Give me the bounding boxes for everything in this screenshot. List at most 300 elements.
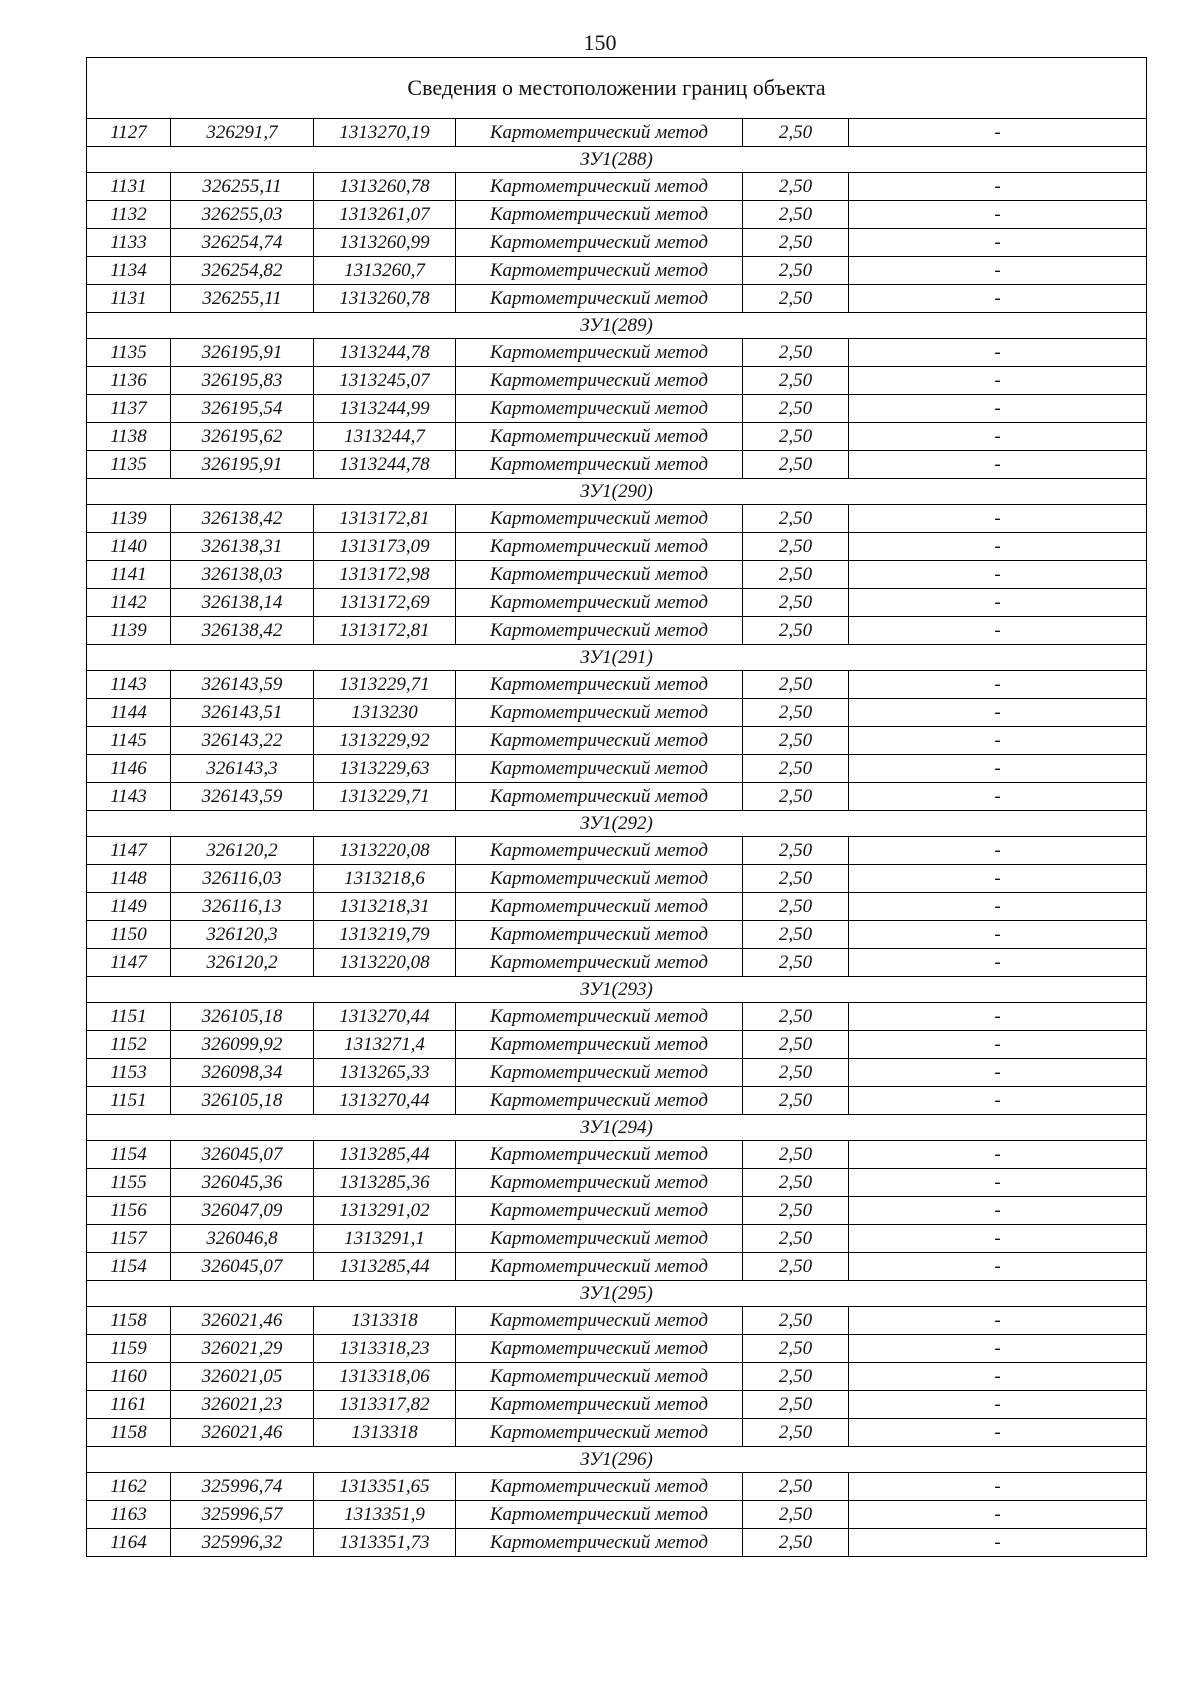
method-cell: Картометрический метод	[456, 921, 743, 949]
coord-x-cell: 326195,91	[171, 339, 314, 367]
point-number-cell: 1146	[87, 755, 171, 783]
coord-y-cell: 1313285,36	[314, 1169, 456, 1197]
section-row	[87, 645, 1147, 671]
coord-x-cell: 326046,8	[171, 1225, 314, 1253]
section-label: ЗУ1(289)	[87, 313, 1147, 339]
coord-y-cell: 1313270,44	[314, 1003, 456, 1031]
method-cell: Картометрический метод	[456, 893, 743, 921]
point-number-cell: 1163	[87, 1501, 171, 1529]
coord-x-cell: 326021,29	[171, 1335, 314, 1363]
coord-x-cell: 326195,62	[171, 423, 314, 451]
method-cell: Картометрический метод	[456, 1169, 743, 1197]
coord-x-cell: 326021,46	[171, 1419, 314, 1447]
note-cell: -	[849, 1501, 1147, 1529]
note-cell: -	[849, 395, 1147, 423]
method-cell: Картометрический метод	[456, 339, 743, 367]
point-number-cell: 1150	[87, 921, 171, 949]
coord-x-cell: 326099,92	[171, 1031, 314, 1059]
table-row	[87, 285, 1147, 313]
point-number-cell: 1131	[87, 173, 171, 201]
coord-x-cell: 326143,3	[171, 755, 314, 783]
coord-y-cell: 1313318,23	[314, 1335, 456, 1363]
accuracy-cell: 2,50	[743, 727, 849, 755]
table-row	[87, 1225, 1147, 1253]
note-cell: -	[849, 1391, 1147, 1419]
coord-y-cell: 1313351,73	[314, 1529, 456, 1557]
accuracy-cell: 2,50	[743, 339, 849, 367]
accuracy-cell: 2,50	[743, 451, 849, 479]
point-number-cell: 1159	[87, 1335, 171, 1363]
table-row	[87, 837, 1147, 865]
section-label: ЗУ1(292)	[87, 811, 1147, 837]
coord-y-cell: 1313271,4	[314, 1031, 456, 1059]
coord-y-cell: 1313245,07	[314, 367, 456, 395]
section-label: ЗУ1(294)	[87, 1115, 1147, 1141]
note-cell: -	[849, 921, 1147, 949]
note-cell: -	[849, 1003, 1147, 1031]
accuracy-cell: 2,50	[743, 173, 849, 201]
section-label: ЗУ1(296)	[87, 1447, 1147, 1473]
coord-y-cell: 1313351,65	[314, 1473, 456, 1501]
coord-y-cell: 1313244,99	[314, 395, 456, 423]
table-row	[87, 1501, 1147, 1529]
method-cell: Картометрический метод	[456, 949, 743, 977]
point-number-cell: 1136	[87, 367, 171, 395]
coord-y-cell: 1313260,7	[314, 257, 456, 285]
point-number-cell: 1143	[87, 783, 171, 811]
accuracy-cell: 2,50	[743, 395, 849, 423]
coord-y-cell: 1313172,69	[314, 589, 456, 617]
coord-y-cell: 1313229,92	[314, 727, 456, 755]
table-row	[87, 1087, 1147, 1115]
coord-y-cell: 1313318	[314, 1307, 456, 1335]
table-row	[87, 1197, 1147, 1225]
method-cell: Картометрический метод	[456, 561, 743, 589]
note-cell: -	[849, 1335, 1147, 1363]
note-cell: -	[849, 505, 1147, 533]
method-cell: Картометрический метод	[456, 423, 743, 451]
coord-y-cell: 1313244,78	[314, 339, 456, 367]
method-cell: Картометрический метод	[456, 617, 743, 645]
point-number-cell: 1135	[87, 451, 171, 479]
point-number-cell: 1139	[87, 505, 171, 533]
coord-y-cell: 1313261,07	[314, 201, 456, 229]
coord-y-cell: 1313219,79	[314, 921, 456, 949]
table-row	[87, 727, 1147, 755]
point-number-cell: 1154	[87, 1253, 171, 1281]
coord-y-cell: 1313172,98	[314, 561, 456, 589]
point-number-cell: 1149	[87, 893, 171, 921]
note-cell: -	[849, 837, 1147, 865]
method-cell: Картометрический метод	[456, 229, 743, 257]
accuracy-cell: 2,50	[743, 589, 849, 617]
method-cell: Картометрический метод	[456, 1087, 743, 1115]
point-number-cell: 1131	[87, 285, 171, 313]
method-cell: Картометрический метод	[456, 1059, 743, 1087]
table-row	[87, 1529, 1147, 1557]
section-row	[87, 811, 1147, 837]
method-cell: Картометрический метод	[456, 201, 743, 229]
section-row	[87, 1281, 1147, 1307]
method-cell: Картометрический метод	[456, 173, 743, 201]
method-cell: Картометрический метод	[456, 1253, 743, 1281]
coord-y-cell: 1313229,71	[314, 783, 456, 811]
accuracy-cell: 2,50	[743, 1031, 849, 1059]
method-cell: Картометрический метод	[456, 699, 743, 727]
table-row	[87, 173, 1147, 201]
note-cell: -	[849, 1031, 1147, 1059]
table-row	[87, 1391, 1147, 1419]
point-number-cell: 1145	[87, 727, 171, 755]
table-row	[87, 229, 1147, 257]
method-cell: Картометрический метод	[456, 119, 743, 147]
point-number-cell: 1156	[87, 1197, 171, 1225]
accuracy-cell: 2,50	[743, 1003, 849, 1031]
method-cell: Картометрический метод	[456, 837, 743, 865]
coord-x-cell: 326143,22	[171, 727, 314, 755]
accuracy-cell: 2,50	[743, 921, 849, 949]
table-row	[87, 755, 1147, 783]
accuracy-cell: 2,50	[743, 949, 849, 977]
table-row	[87, 671, 1147, 699]
note-cell: -	[849, 1253, 1147, 1281]
point-number-cell: 1139	[87, 617, 171, 645]
coord-y-cell: 1313244,7	[314, 423, 456, 451]
note-cell: -	[849, 949, 1147, 977]
coord-x-cell: 326254,82	[171, 257, 314, 285]
point-number-cell: 1140	[87, 533, 171, 561]
coord-y-cell: 1313351,9	[314, 1501, 456, 1529]
coord-x-cell: 326116,13	[171, 893, 314, 921]
accuracy-cell: 2,50	[743, 285, 849, 313]
note-cell: -	[849, 727, 1147, 755]
table-row	[87, 1031, 1147, 1059]
point-number-cell: 1137	[87, 395, 171, 423]
accuracy-cell: 2,50	[743, 423, 849, 451]
coord-y-cell: 1313291,02	[314, 1197, 456, 1225]
note-cell: -	[849, 119, 1147, 147]
point-number-cell: 1160	[87, 1363, 171, 1391]
coord-y-cell: 1313318,06	[314, 1363, 456, 1391]
point-number-cell: 1141	[87, 561, 171, 589]
accuracy-cell: 2,50	[743, 505, 849, 533]
point-number-cell: 1147	[87, 949, 171, 977]
point-number-cell: 1158	[87, 1307, 171, 1335]
accuracy-cell: 2,50	[743, 367, 849, 395]
coord-x-cell: 326138,42	[171, 505, 314, 533]
table-row	[87, 949, 1147, 977]
accuracy-cell: 2,50	[743, 1473, 849, 1501]
table-row	[87, 561, 1147, 589]
coord-x-cell: 326255,11	[171, 285, 314, 313]
table-row	[87, 699, 1147, 727]
page-number: 150	[583, 30, 617, 55]
table-row	[87, 1473, 1147, 1501]
note-cell: -	[849, 173, 1147, 201]
accuracy-cell: 2,50	[743, 1059, 849, 1087]
coord-x-cell: 326116,03	[171, 865, 314, 893]
table-row	[87, 1335, 1147, 1363]
section-label: ЗУ1(288)	[87, 147, 1147, 173]
coord-y-cell: 1313230	[314, 699, 456, 727]
table-row	[87, 257, 1147, 285]
coord-x-cell: 326021,23	[171, 1391, 314, 1419]
coord-y-cell: 1313285,44	[314, 1141, 456, 1169]
note-cell: -	[849, 1197, 1147, 1225]
table-row	[87, 423, 1147, 451]
method-cell: Картометрический метод	[456, 505, 743, 533]
coord-x-cell: 326255,11	[171, 173, 314, 201]
point-number-cell: 1132	[87, 201, 171, 229]
coord-x-cell: 326105,18	[171, 1003, 314, 1031]
table-title: Сведения о местоположении границ объекта	[87, 58, 1147, 119]
accuracy-cell: 2,50	[743, 257, 849, 285]
accuracy-cell: 2,50	[743, 119, 849, 147]
point-number-cell: 1134	[87, 257, 171, 285]
method-cell: Картометрический метод	[456, 285, 743, 313]
coord-x-cell: 326045,36	[171, 1169, 314, 1197]
note-cell: -	[849, 229, 1147, 257]
method-cell: Картометрический метод	[456, 1473, 743, 1501]
coord-x-cell: 326105,18	[171, 1087, 314, 1115]
section-label: ЗУ1(290)	[87, 479, 1147, 505]
point-number-cell: 1157	[87, 1225, 171, 1253]
coord-x-cell: 326254,74	[171, 229, 314, 257]
note-cell: -	[849, 617, 1147, 645]
coord-x-cell: 326045,07	[171, 1141, 314, 1169]
coord-x-cell: 326021,46	[171, 1307, 314, 1335]
coord-y-cell: 1313285,44	[314, 1253, 456, 1281]
method-cell: Картометрический метод	[456, 257, 743, 285]
method-cell: Картометрический метод	[456, 1391, 743, 1419]
table-row	[87, 367, 1147, 395]
note-cell: -	[849, 451, 1147, 479]
note-cell: -	[849, 1087, 1147, 1115]
table-row	[87, 339, 1147, 367]
method-cell: Картометрический метод	[456, 865, 743, 893]
coord-x-cell: 326255,03	[171, 201, 314, 229]
coord-x-cell: 326291,7	[171, 119, 314, 147]
point-number-cell: 1164	[87, 1529, 171, 1557]
method-cell: Картометрический метод	[456, 1225, 743, 1253]
point-number-cell: 1153	[87, 1059, 171, 1087]
coord-x-cell: 325996,32	[171, 1529, 314, 1557]
table-row	[87, 1141, 1147, 1169]
point-number-cell: 1161	[87, 1391, 171, 1419]
note-cell: -	[849, 589, 1147, 617]
accuracy-cell: 2,50	[743, 755, 849, 783]
note-cell: -	[849, 1141, 1147, 1169]
accuracy-cell: 2,50	[743, 617, 849, 645]
method-cell: Картометрический метод	[456, 1197, 743, 1225]
accuracy-cell: 2,50	[743, 1363, 849, 1391]
table-row	[87, 1169, 1147, 1197]
accuracy-cell: 2,50	[743, 1529, 849, 1557]
method-cell: Картометрический метод	[456, 1031, 743, 1059]
accuracy-cell: 2,50	[743, 1335, 849, 1363]
method-cell: Картометрический метод	[456, 1003, 743, 1031]
coord-x-cell: 326120,2	[171, 837, 314, 865]
method-cell: Картометрический метод	[456, 1335, 743, 1363]
method-cell: Картометрический метод	[456, 589, 743, 617]
coord-y-cell: 1313318	[314, 1419, 456, 1447]
method-cell: Картометрический метод	[456, 1307, 743, 1335]
method-cell: Картометрический метод	[456, 451, 743, 479]
accuracy-cell: 2,50	[743, 1087, 849, 1115]
table-row	[87, 1059, 1147, 1087]
coord-y-cell: 1313270,44	[314, 1087, 456, 1115]
table-row	[87, 505, 1147, 533]
coord-y-cell: 1313220,08	[314, 949, 456, 977]
table-row	[87, 617, 1147, 645]
point-number-cell: 1147	[87, 837, 171, 865]
section-row	[87, 479, 1147, 505]
coord-y-cell: 1313218,6	[314, 865, 456, 893]
point-number-cell: 1152	[87, 1031, 171, 1059]
accuracy-cell: 2,50	[743, 699, 849, 727]
note-cell: -	[849, 699, 1147, 727]
accuracy-cell: 2,50	[743, 837, 849, 865]
note-cell: -	[849, 783, 1147, 811]
table-row	[87, 1363, 1147, 1391]
table-title-row	[87, 58, 1147, 119]
coord-y-cell: 1313220,08	[314, 837, 456, 865]
note-cell: -	[849, 367, 1147, 395]
point-number-cell: 1143	[87, 671, 171, 699]
point-number-cell: 1158	[87, 1419, 171, 1447]
note-cell: -	[849, 1307, 1147, 1335]
accuracy-cell: 2,50	[743, 1225, 849, 1253]
coord-y-cell: 1313260,99	[314, 229, 456, 257]
table-row	[87, 589, 1147, 617]
point-number-cell: 1148	[87, 865, 171, 893]
table-row	[87, 1419, 1147, 1447]
method-cell: Картометрический метод	[456, 671, 743, 699]
method-cell: Картометрический метод	[456, 533, 743, 561]
accuracy-cell: 2,50	[743, 1391, 849, 1419]
note-cell: -	[849, 201, 1147, 229]
method-cell: Картометрический метод	[456, 1529, 743, 1557]
accuracy-cell: 2,50	[743, 229, 849, 257]
coord-x-cell: 326120,3	[171, 921, 314, 949]
note-cell: -	[849, 1169, 1147, 1197]
section-row	[87, 147, 1147, 173]
table-row	[87, 1307, 1147, 1335]
accuracy-cell: 2,50	[743, 893, 849, 921]
accuracy-cell: 2,50	[743, 561, 849, 589]
coord-y-cell: 1313173,09	[314, 533, 456, 561]
coord-y-cell: 1313172,81	[314, 617, 456, 645]
note-cell: -	[849, 423, 1147, 451]
coord-x-cell: 326143,59	[171, 783, 314, 811]
point-number-cell: 1162	[87, 1473, 171, 1501]
coord-x-cell: 325996,57	[171, 1501, 314, 1529]
method-cell: Картометрический метод	[456, 755, 743, 783]
coord-x-cell: 326143,51	[171, 699, 314, 727]
accuracy-cell: 2,50	[743, 1501, 849, 1529]
accuracy-cell: 2,50	[743, 1253, 849, 1281]
table-row	[87, 1253, 1147, 1281]
note-cell: -	[849, 533, 1147, 561]
note-cell: -	[849, 561, 1147, 589]
coord-x-cell: 326138,31	[171, 533, 314, 561]
coord-y-cell: 1313260,78	[314, 173, 456, 201]
accuracy-cell: 2,50	[743, 1141, 849, 1169]
table-row	[87, 921, 1147, 949]
point-number-cell: 1144	[87, 699, 171, 727]
table-row	[87, 119, 1147, 147]
coord-y-cell: 1313172,81	[314, 505, 456, 533]
coord-x-cell: 326045,07	[171, 1253, 314, 1281]
section-row	[87, 977, 1147, 1003]
accuracy-cell: 2,50	[743, 865, 849, 893]
accuracy-cell: 2,50	[743, 201, 849, 229]
table-row	[87, 865, 1147, 893]
coord-y-cell: 1313291,1	[314, 1225, 456, 1253]
coord-y-cell: 1313229,71	[314, 671, 456, 699]
note-cell: -	[849, 1419, 1147, 1447]
table-row	[87, 783, 1147, 811]
section-row	[87, 313, 1147, 339]
coord-x-cell: 326047,09	[171, 1197, 314, 1225]
note-cell: -	[849, 893, 1147, 921]
note-cell: -	[849, 285, 1147, 313]
boundary-table	[86, 57, 1147, 1557]
method-cell: Картометрический метод	[456, 1141, 743, 1169]
coord-y-cell: 1313260,78	[314, 285, 456, 313]
section-label: ЗУ1(295)	[87, 1281, 1147, 1307]
point-number-cell: 1151	[87, 1003, 171, 1031]
coord-y-cell: 1313270,19	[314, 119, 456, 147]
accuracy-cell: 2,50	[743, 783, 849, 811]
method-cell: Картометрический метод	[456, 367, 743, 395]
point-number-cell: 1138	[87, 423, 171, 451]
table-body	[87, 58, 1147, 1557]
point-number-cell: 1135	[87, 339, 171, 367]
coord-x-cell: 326098,34	[171, 1059, 314, 1087]
note-cell: -	[849, 1059, 1147, 1087]
method-cell: Картометрический метод	[456, 783, 743, 811]
coord-y-cell: 1313244,78	[314, 451, 456, 479]
accuracy-cell: 2,50	[743, 671, 849, 699]
method-cell: Картометрический метод	[456, 727, 743, 755]
method-cell: Картометрический метод	[456, 395, 743, 423]
coord-y-cell: 1313265,33	[314, 1059, 456, 1087]
method-cell: Картометрический метод	[456, 1363, 743, 1391]
point-number-cell: 1133	[87, 229, 171, 257]
method-cell: Картометрический метод	[456, 1501, 743, 1529]
table-row	[87, 533, 1147, 561]
coord-x-cell: 326138,42	[171, 617, 314, 645]
table-row	[87, 451, 1147, 479]
note-cell: -	[849, 1363, 1147, 1391]
point-number-cell: 1142	[87, 589, 171, 617]
coord-x-cell: 326143,59	[171, 671, 314, 699]
point-number-cell: 1151	[87, 1087, 171, 1115]
table-row	[87, 201, 1147, 229]
coord-x-cell: 326120,2	[171, 949, 314, 977]
section-label: ЗУ1(291)	[87, 645, 1147, 671]
point-number-cell: 1154	[87, 1141, 171, 1169]
note-cell: -	[849, 339, 1147, 367]
coord-x-cell: 326138,14	[171, 589, 314, 617]
point-number-cell: 1127	[87, 119, 171, 147]
accuracy-cell: 2,50	[743, 533, 849, 561]
note-cell: -	[849, 1529, 1147, 1557]
table-row	[87, 893, 1147, 921]
coord-y-cell: 1313317,82	[314, 1391, 456, 1419]
note-cell: -	[849, 1473, 1147, 1501]
